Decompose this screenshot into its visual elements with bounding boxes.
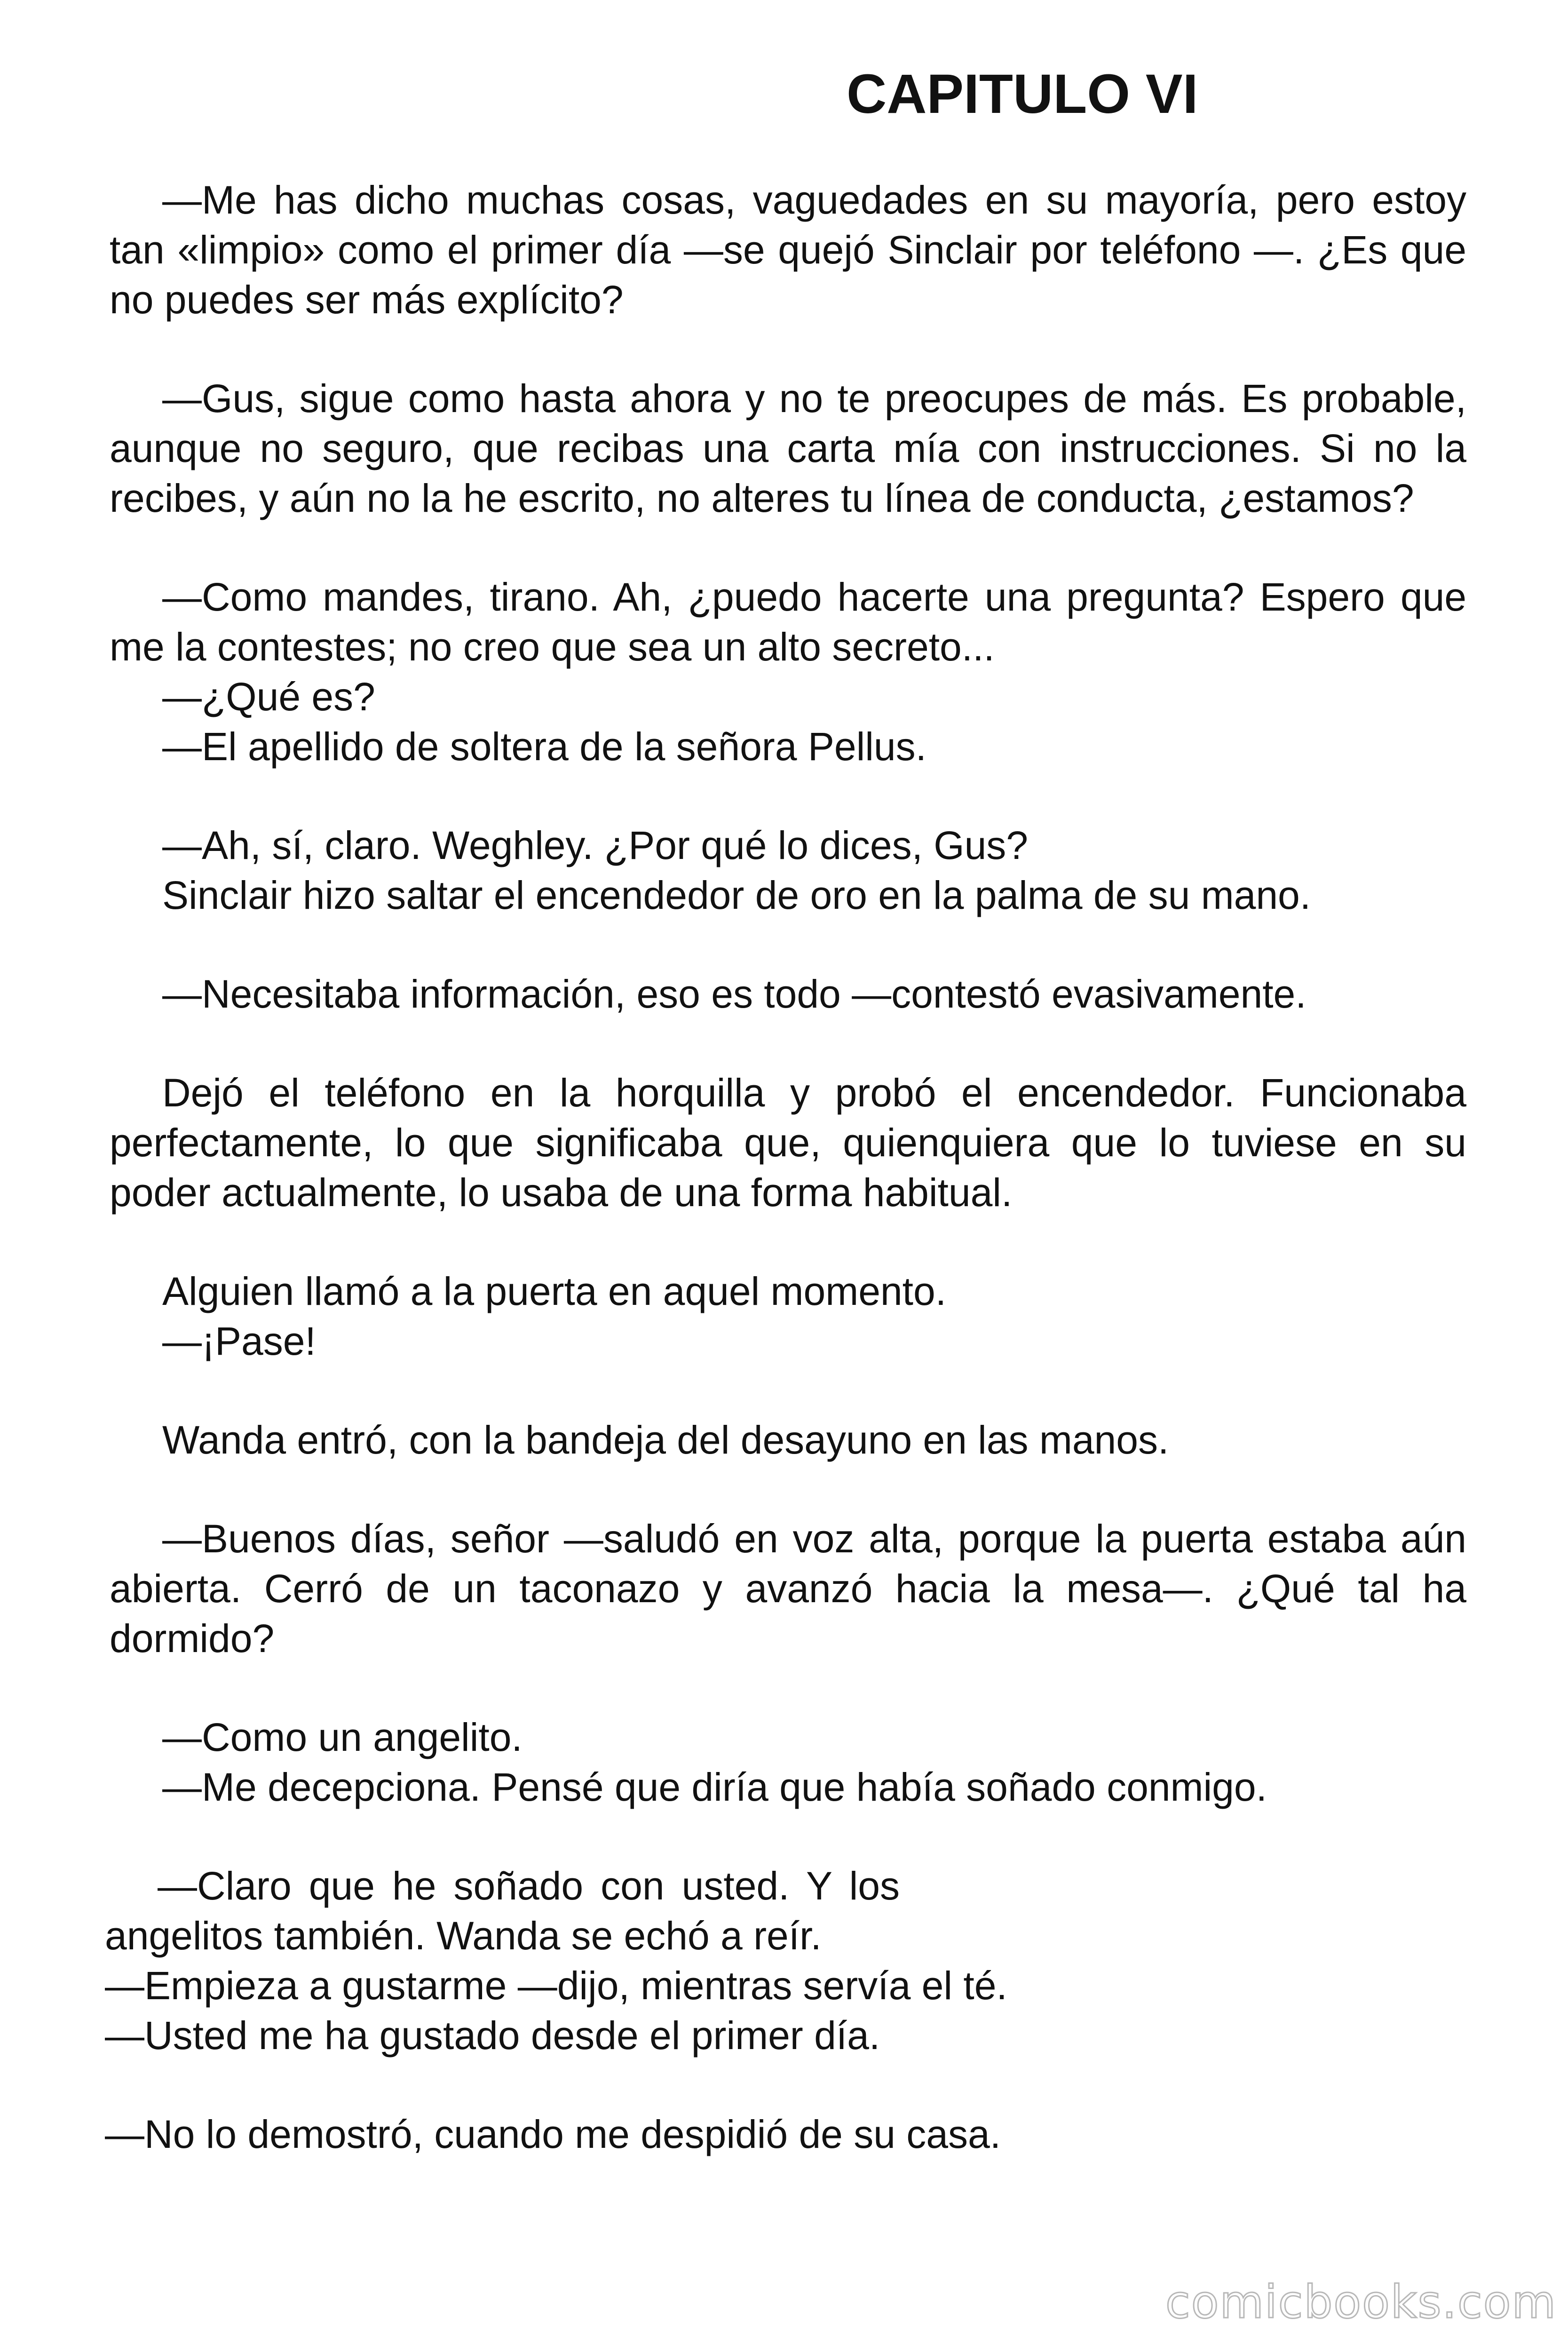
paragraph-15: —Me decepciona. Pensé que diría que había soñado conmigo. [162, 1765, 1267, 1809]
paragraph-5: —El apellido de soltera de la señora Pellus. [162, 724, 927, 769]
body-text [105, 175, 1466, 2159]
paragraph-18: —Usted me ha gustado desde el primer día. [105, 2013, 880, 2058]
paragraph-1: —Me has dicho muchas cosas, vaguedades en su mayoría, pero estoy tan «limpio» como el primer día —se quejó Sinclair por teléfono —. ¿Es que no puedes ser más explícito? [110, 178, 1466, 322]
watermark-logo: comicbooks.com [1165, 2276, 1557, 2328]
paragraph-12: Wanda entró, con la bandeja del desayuno en las manos. [162, 1418, 1169, 1462]
paragraph-9: Dejó el teléfono en la horquilla y probó el encendedor. Funcionaba perfectamente, lo que significaba que, quienquiera que lo tuviese en su poder actualmente, lo usaba de una forma habitual. [110, 1071, 1466, 1215]
paragraph-13: —Buenos días, señor —saludó en voz alta, porque la puerta estaba aún abierta. Cerró de un taconazo y avanzó hacia la mesa—. ¿Qué tal ha dormido? [110, 1517, 1466, 1661]
paragraph-3: —Como mandes, tirano. Ah, ¿puedo hacerte una pregunta? Espero que me la contestes; no creo que sea un alto secreto... [110, 575, 1466, 669]
paragraph-7: Sinclair hizo saltar el encendedor de oro en la palma de su mano. [162, 873, 1311, 917]
chapter-title: CAPITULO VI [847, 63, 1198, 125]
paragraph-19: —No lo demostró, cuando me despidió de su casa. [105, 2112, 1001, 2156]
paragraph-11: —¡Pase! [162, 1319, 316, 1363]
paragraph-6: —Ah, sí, claro. Weghley. ¿Por qué lo dices, Gus? [162, 823, 1029, 867]
paragraph-16: —Claro que he soñado con usted. Y los angelitos también. Wanda se echó a reír. [105, 1864, 900, 1958]
paragraph-8: —Necesitaba información, eso es todo —contestó evasivamente. [162, 972, 1307, 1016]
paragraph-14: —Como un angelito. [162, 1715, 523, 1759]
paragraph-10: Alguien llamó a la puerta en aquel momento. [162, 1269, 947, 1313]
paragraph-17: —Empieza a gustarme —dijo, mientras servía el té. [105, 1963, 1007, 2008]
paragraph-2: —Gus, sigue como hasta ahora y no te preocupes de más. Es probable, aunque no seguro, que recibas una carta mía con instrucciones. Si no la recibes, y aún no la he escrito, no alteres tu línea de conducta, ¿estamos? [110, 376, 1466, 520]
paragraph-4: —¿Qué es? [162, 675, 375, 719]
